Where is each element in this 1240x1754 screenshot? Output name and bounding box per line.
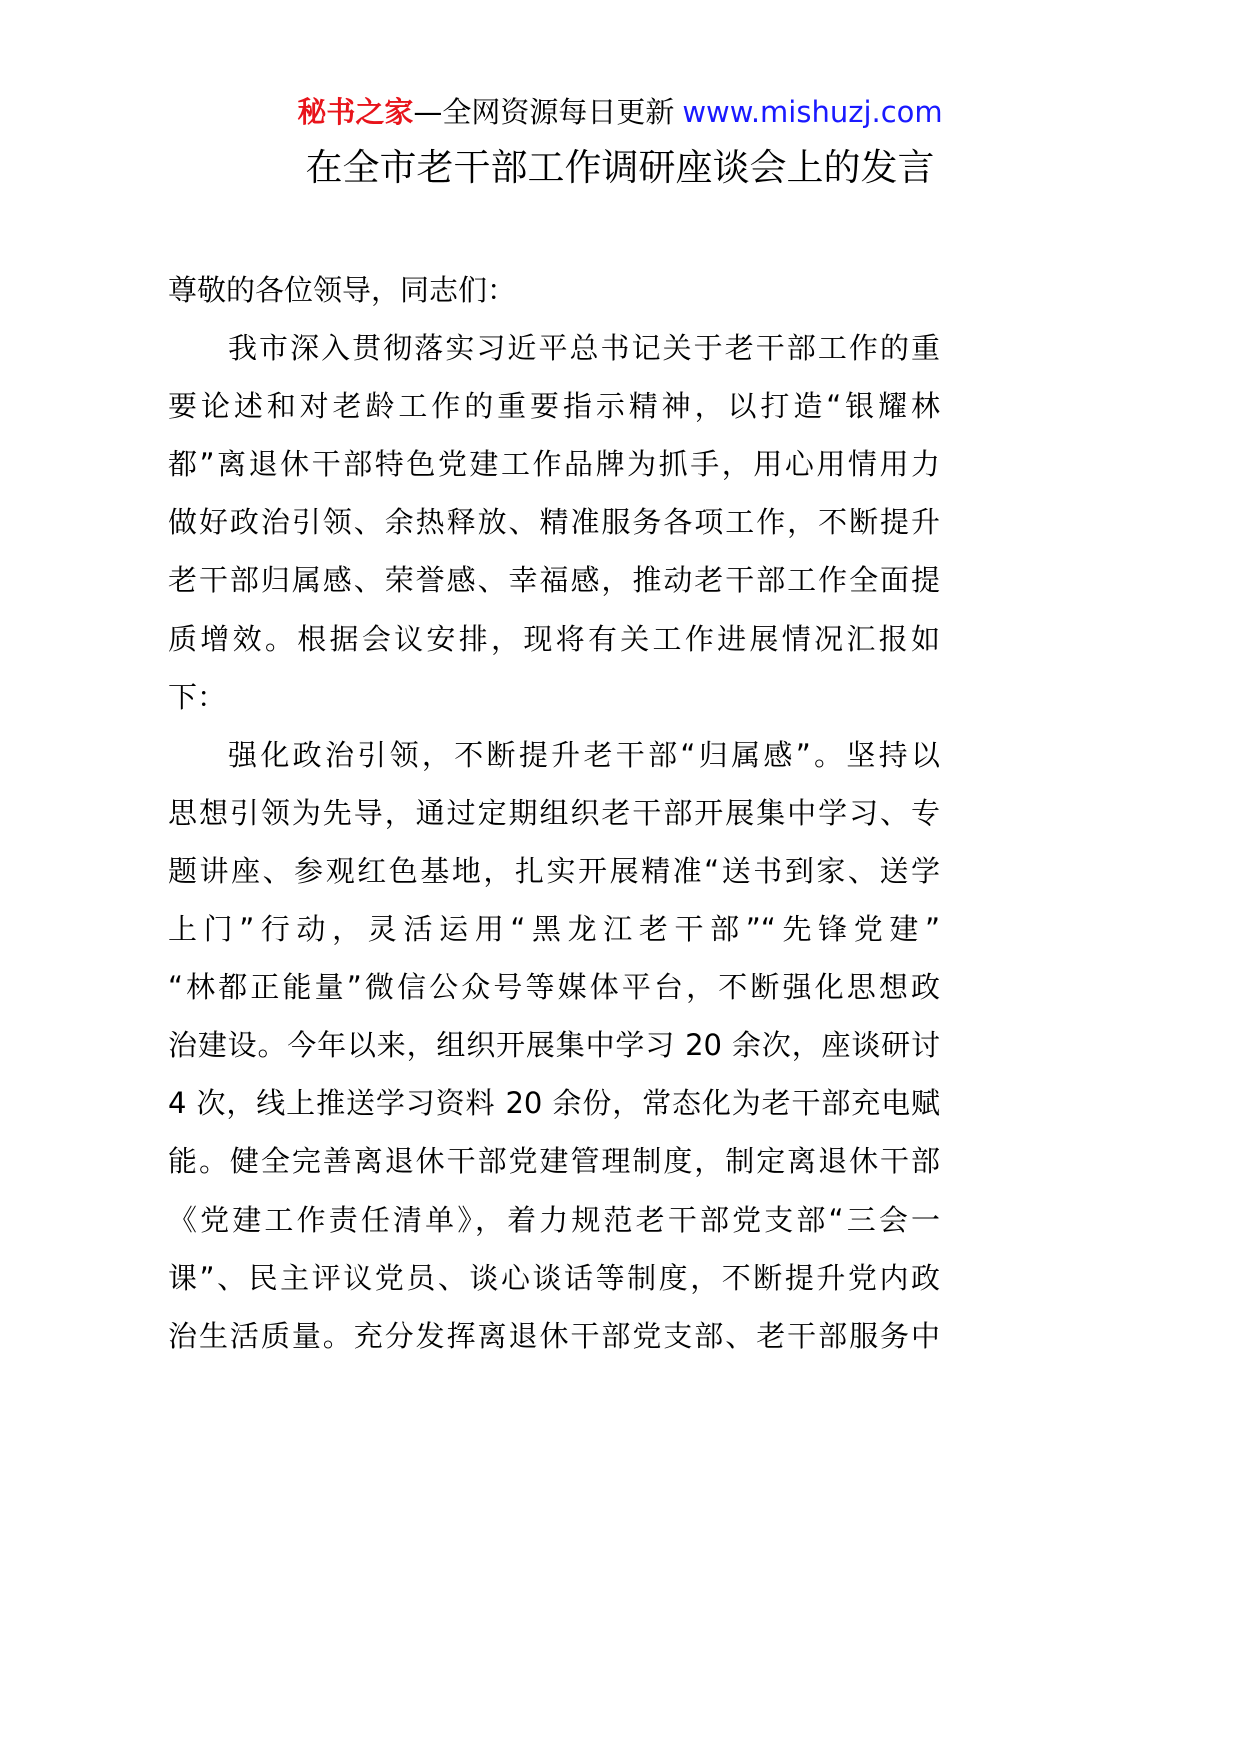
- paragraph: [168, 726, 940, 1365]
- paragraph-line: 《党建工作责任清单》，着力规范老干部党支部“三会一: [168, 1202, 940, 1237]
- paragraph-line: 题讲座、参观红色基地，扎实开展精准“送书到家、送学: [168, 853, 940, 888]
- document-title: 在全市老干部工作调研座谈会上的发言: [305, 146, 935, 189]
- paragraph-line: 我市深入贯彻落实习近平总书记关于老干部工作的重: [228, 331, 940, 366]
- paragraph-line: 强化政治引领，不断提升老干部“归属感”。坚持以: [228, 737, 940, 772]
- paragraph-line: 质增效。根据会议安排，现将有关工作进展情况汇报如: [168, 621, 940, 656]
- paragraph-line: 要论述和对老龄工作的重要指示精神，以打造“银耀林: [168, 389, 940, 424]
- paragraph-line: 治建设。今年以来，组织开展集中学习 20 余次，座谈研讨: [168, 1028, 940, 1063]
- paragraph-line: 4 次，线上推送学习资料 20 余份，常态化为老干部充电赋: [168, 1086, 940, 1121]
- site-name: 秘书之家: [297, 95, 414, 129]
- paragraph-line: 能。健全完善离退休干部党建管理制度，制定离退休干部: [168, 1144, 940, 1179]
- paragraph-line: 下：: [168, 679, 227, 714]
- salutation: 尊敬的各位领导，同志们：: [168, 273, 517, 307]
- paragraph: [168, 319, 940, 726]
- paragraph-line: 治生活质量。充分发挥离退休干部党支部、老干部服务中: [168, 1318, 940, 1353]
- site-tagline: —全网资源每日更新: [413, 95, 675, 129]
- paragraph-line: 做好政治引领、余热释放、精准服务各项工作，不断提升: [168, 505, 940, 540]
- site-url-link[interactable]: www.mishuzj.com: [682, 95, 943, 129]
- paragraph-line: 思想引领为先导，通过定期组织老干部开展集中学习、专: [168, 795, 940, 830]
- document-body: [168, 261, 940, 1365]
- paragraph-line: 课”、民主评议党员、谈心谈话等制度，不断提升党内政: [168, 1260, 940, 1295]
- site-banner: [0, 92, 1240, 132]
- paragraph-line: 都”离退休干部特色党建工作品牌为抓手，用心用情用力: [168, 447, 940, 482]
- paragraph-line: 老干部归属感、荣誉感、幸福感，推动老干部工作全面提: [168, 563, 940, 598]
- paragraph-line: “林都正能量”微信公众号等媒体平台，不断强化思想政: [168, 970, 940, 1005]
- paragraph-line: 上门”行动，灵活运用“黑龙江老干部”“先锋党建”: [168, 912, 940, 947]
